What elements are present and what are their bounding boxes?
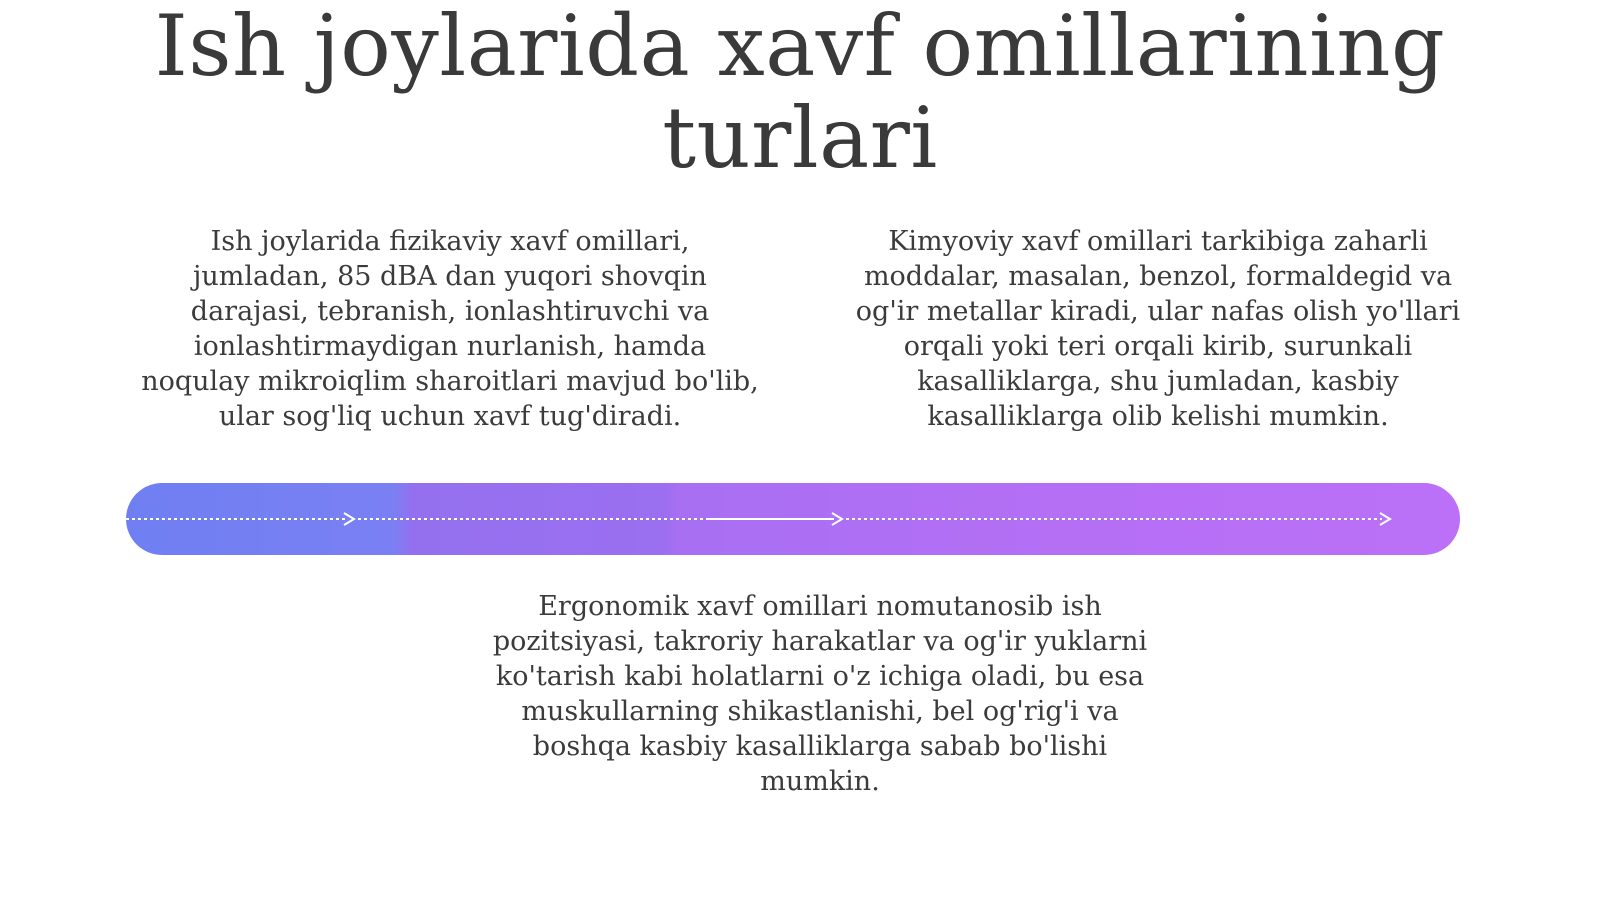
chemical-hazards-text: Kimyoviy xavf omillari tarkibiga zaharli moddalar, masalan, benzol, formaldegid va og'ir metallar kiradi, ular nafas olish yo'llari orqali yoki teri orqali kirib, surunkali kasalliklarga, shu jumladan, kasbiy kasalliklarga olib kelishi mumkin.: [855, 226, 1461, 432]
slide-title: Ish joylarida xavf omillarining turlari: [154, 0, 1446, 187]
timeline-bar: [126, 483, 1460, 555]
timeline-arrows: [126, 483, 1460, 555]
physical-hazards-text: Ish joylarida fizikaviy xavf omillari, jumladan, 85 dBA dan yuqori shovqin darajasi, tebranish, ionlashtiruvchi va ionlashtirmaydigan nurlanish, hamda noqulay mikroiqlim sharoitlari mavjud bo'lib, ular sog'liq uchun xavf tug'diradi.: [141, 226, 759, 432]
arrow-right-icon: [344, 513, 354, 525]
ergonomic-hazards-text: Ergonomik xavf omillari nomutanosib ish pozitsiyasi, takroriy harakatlar va og'ir yuklarni ko'tarish kabi holatlarni o'z ichiga oladi, bu esa muskullarning shikastlanishi, bel og'rig'i va boshqa kasbiy kasalliklarga sabab bo'lishi mumkin.: [492, 591, 1148, 797]
